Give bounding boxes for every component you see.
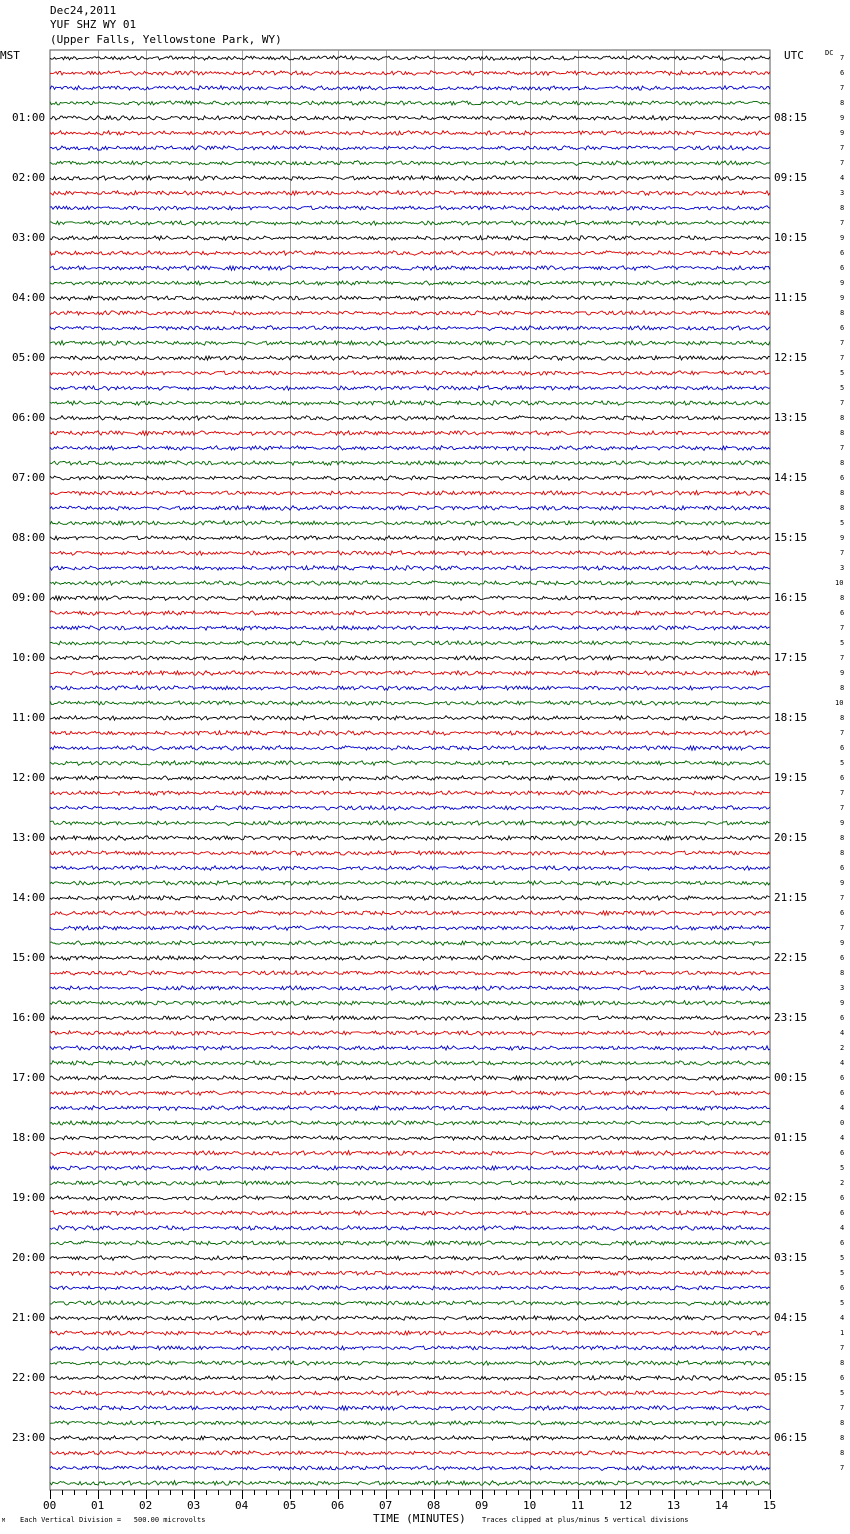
dc-offset-label: 5 bbox=[840, 1269, 845, 1277]
dc-offset-label: 8 bbox=[840, 99, 845, 107]
trace-line bbox=[50, 986, 770, 991]
trace-line bbox=[50, 131, 770, 135]
trace-line bbox=[50, 1106, 770, 1111]
dc-offset-label: 6 bbox=[840, 264, 845, 272]
trace-line bbox=[50, 341, 770, 346]
trace-line bbox=[50, 701, 770, 706]
trace-line bbox=[50, 1301, 770, 1306]
dc-offset-label: 6 bbox=[840, 1194, 845, 1202]
left-hour-label: 05:00 bbox=[12, 351, 46, 364]
x-tick-label: 11 bbox=[571, 1499, 585, 1512]
dc-offset-label: 9 bbox=[840, 669, 845, 677]
dc-offset-label: 8 bbox=[840, 1359, 845, 1367]
trace-line bbox=[50, 821, 770, 826]
left-hour-label: 08:00 bbox=[12, 531, 46, 544]
trace-line bbox=[50, 236, 770, 241]
dc-offset-label: 2 bbox=[840, 1179, 845, 1187]
left-hour-label: 19:00 bbox=[12, 1191, 46, 1204]
trace-line bbox=[50, 611, 770, 616]
dc-offset-label: 8 bbox=[840, 414, 845, 422]
trace-line bbox=[50, 536, 770, 541]
left-hour-label: 12:00 bbox=[12, 771, 46, 784]
trace-line bbox=[50, 551, 770, 556]
right-hour-label: 05:15 bbox=[774, 1371, 808, 1384]
trace-line bbox=[50, 1136, 770, 1141]
station-label: YUF SHZ WY 01 bbox=[50, 18, 137, 31]
trace-line bbox=[50, 1481, 770, 1486]
dc-offset-label: 6 bbox=[840, 744, 845, 752]
dc-offset-label: 8 bbox=[840, 489, 845, 497]
trace-line bbox=[50, 1241, 770, 1246]
x-tick-label: 00 bbox=[43, 1499, 57, 1512]
trace-line bbox=[50, 176, 770, 181]
left-hour-label: 14:00 bbox=[12, 891, 46, 904]
trace-line bbox=[50, 1466, 770, 1471]
dc-offset-label: 5 bbox=[840, 384, 845, 392]
trace-line bbox=[50, 476, 770, 480]
dc-offset-label: 9 bbox=[840, 294, 845, 302]
trace-line bbox=[50, 251, 770, 256]
trace-line bbox=[50, 311, 770, 315]
right-hour-label: 06:15 bbox=[774, 1431, 808, 1444]
right-hour-label: 22:15 bbox=[774, 951, 808, 964]
dc-offset-label: 9 bbox=[840, 234, 845, 242]
dc-offset-label: 5 bbox=[840, 639, 845, 647]
dc-offset-label: 7 bbox=[840, 144, 845, 152]
right-hour-label: 13:15 bbox=[774, 411, 808, 424]
dc-offset-label: 6 bbox=[840, 324, 845, 332]
left-hour-label: 01:00 bbox=[12, 111, 46, 124]
right-hour-label: 15:15 bbox=[774, 531, 808, 544]
dc-offset-label: 6 bbox=[840, 1284, 845, 1292]
dc-offset-label: 7 bbox=[840, 1344, 845, 1352]
x-tick-label: 06 bbox=[331, 1499, 345, 1512]
left-hour-label: 10:00 bbox=[12, 651, 46, 664]
trace-line bbox=[50, 206, 770, 210]
dc-offset-label: 6 bbox=[840, 1014, 845, 1022]
dc-offset-label: 8 bbox=[840, 684, 845, 692]
right-hour-label: 14:15 bbox=[774, 471, 808, 484]
dc-offset-label: 9 bbox=[840, 939, 845, 947]
dc-offset-label: 5 bbox=[840, 1299, 845, 1307]
right-hour-label: 21:15 bbox=[774, 891, 808, 904]
dc-offset-label: 7 bbox=[840, 1464, 845, 1472]
right-hour-label: 03:15 bbox=[774, 1251, 808, 1264]
trace-line bbox=[50, 1391, 770, 1396]
dc-offset-label: 5 bbox=[840, 369, 845, 377]
x-axis-title: TIME (MINUTES) bbox=[373, 1512, 466, 1525]
trace-line bbox=[50, 1286, 770, 1290]
dc-offset-label: 6 bbox=[840, 474, 845, 482]
trace-line bbox=[50, 686, 770, 691]
trace-line bbox=[50, 896, 770, 901]
dc-offset-label: 6 bbox=[840, 1089, 845, 1097]
left-timezone-label: MST bbox=[0, 49, 20, 62]
dc-offset-label: 8 bbox=[840, 1449, 845, 1457]
trace-line bbox=[50, 71, 770, 76]
trace-line bbox=[50, 506, 770, 511]
trace-line bbox=[50, 1346, 770, 1350]
dc-offset-label: 7 bbox=[840, 84, 845, 92]
dc-offset-label: 8 bbox=[840, 459, 845, 467]
left-hour-label: 23:00 bbox=[12, 1431, 46, 1444]
dc-offset-label: 4 bbox=[840, 174, 845, 182]
trace-rows bbox=[50, 56, 770, 1486]
dc-offset-label: 9 bbox=[840, 999, 845, 1007]
dc-offset-label: 8 bbox=[840, 204, 845, 212]
dc-offset-label: 3 bbox=[840, 564, 845, 572]
left-hour-label: 09:00 bbox=[12, 591, 46, 604]
trace-line bbox=[50, 1226, 770, 1231]
dc-offset-label: 3 bbox=[840, 984, 845, 992]
trace-line bbox=[50, 326, 770, 331]
dc-offset-label: 6 bbox=[840, 954, 845, 962]
trace-line bbox=[50, 371, 770, 375]
trace-line bbox=[50, 1121, 770, 1126]
dc-offset-label: 10 bbox=[835, 699, 844, 707]
dc-offset-label: 8 bbox=[840, 1434, 845, 1442]
trace-line bbox=[50, 716, 770, 721]
trace-line bbox=[50, 191, 770, 196]
scale-note: Each Vertical Division = 500.00 microvolts bbox=[20, 1516, 206, 1524]
dc-offset-label: 7 bbox=[840, 159, 845, 167]
dc-offset-label: 8 bbox=[840, 834, 845, 842]
trace-line bbox=[50, 1151, 770, 1156]
trace-line bbox=[50, 1001, 770, 1006]
left-hour-label: 13:00 bbox=[12, 831, 46, 844]
dc-offset-label: 8 bbox=[840, 849, 845, 857]
left-hour-label: 20:00 bbox=[12, 1251, 46, 1264]
trace-line bbox=[50, 431, 770, 436]
left-hour-label: 04:00 bbox=[12, 291, 46, 304]
trace-line bbox=[50, 296, 770, 301]
dc-offset-label: 7 bbox=[840, 444, 845, 452]
trace-line bbox=[50, 266, 770, 271]
trace-line bbox=[50, 116, 770, 121]
trace-line bbox=[50, 581, 770, 586]
dc-offset-label: 8 bbox=[840, 594, 845, 602]
trace-line bbox=[50, 1211, 770, 1216]
left-hour-label: 03:00 bbox=[12, 231, 46, 244]
dc-offset-label: 6 bbox=[840, 1074, 845, 1082]
trace-line bbox=[50, 641, 770, 645]
trace-line bbox=[50, 761, 770, 766]
x-tick-label: 13 bbox=[667, 1499, 681, 1512]
dc-offset-label: 4 bbox=[840, 1059, 845, 1067]
dc-offset-label: 7 bbox=[840, 804, 845, 812]
trace-line bbox=[50, 1076, 770, 1081]
trace-line bbox=[50, 461, 770, 466]
dc-offset-label: 5 bbox=[840, 519, 845, 527]
trace-line bbox=[50, 1256, 770, 1261]
trace-line bbox=[50, 446, 770, 451]
x-tick-label: 09 bbox=[475, 1499, 489, 1512]
trace-line bbox=[50, 941, 770, 946]
dc-offset-label: 6 bbox=[840, 69, 845, 77]
dc-offset-label: 6 bbox=[840, 774, 845, 782]
trace-line bbox=[50, 1376, 770, 1381]
right-hour-label: 18:15 bbox=[774, 711, 808, 724]
dc-offset-label: 8 bbox=[840, 714, 845, 722]
left-hour-label: 07:00 bbox=[12, 471, 46, 484]
left-hour-label: 17:00 bbox=[12, 1071, 46, 1084]
x-tick-label: 05 bbox=[283, 1499, 297, 1512]
trace-line bbox=[50, 911, 770, 916]
dc-offset-label: 6 bbox=[840, 1149, 845, 1157]
trace-line bbox=[50, 1031, 770, 1036]
trace-line bbox=[50, 956, 770, 961]
dc-offset-label: 4 bbox=[840, 1224, 845, 1232]
x-tick-label: 03 bbox=[187, 1499, 201, 1512]
right-hour-label: 20:15 bbox=[774, 831, 808, 844]
dc-offset-label: 8 bbox=[840, 1419, 845, 1427]
dc-offset-label: 5 bbox=[840, 1164, 845, 1172]
dc-header-label: DC bbox=[825, 49, 834, 57]
right-hour-label: 19:15 bbox=[774, 771, 808, 784]
x-tick-label: 07 bbox=[379, 1499, 393, 1512]
trace-line bbox=[50, 1166, 770, 1171]
dc-offset-label: 7 bbox=[840, 624, 845, 632]
trace-line bbox=[50, 86, 770, 91]
x-tick-label: 02 bbox=[139, 1499, 153, 1512]
dc-offset-label: 8 bbox=[840, 309, 845, 317]
trace-line bbox=[50, 1181, 770, 1185]
left-hour-label: 16:00 bbox=[12, 1011, 46, 1024]
trace-line bbox=[50, 881, 770, 886]
trace-line bbox=[50, 1196, 770, 1201]
corner-mark: M bbox=[2, 1518, 6, 1524]
trace-line bbox=[50, 1061, 770, 1066]
dc-offset-label: 8 bbox=[840, 429, 845, 437]
left-hour-label: 15:00 bbox=[12, 951, 46, 964]
trace-line bbox=[50, 1316, 770, 1321]
dc-offset-label: 5 bbox=[840, 1254, 845, 1262]
x-tick-label: 01 bbox=[91, 1499, 105, 1512]
left-hour-label: 21:00 bbox=[12, 1311, 46, 1324]
dc-offset-label: 4 bbox=[840, 1104, 845, 1112]
trace-line bbox=[50, 1271, 770, 1276]
trace-line bbox=[50, 401, 770, 406]
trace-line bbox=[50, 101, 770, 105]
dc-offset-label: 4 bbox=[840, 1134, 845, 1142]
clip-note: Traces clipped at plus/minus 5 vertical divisions bbox=[482, 1516, 689, 1524]
x-tick-label: 08 bbox=[427, 1499, 441, 1512]
dc-offset-label: 7 bbox=[840, 339, 845, 347]
right-hour-label: 16:15 bbox=[774, 591, 808, 604]
dc-offset-label: 7 bbox=[840, 729, 845, 737]
left-hour-label: 06:00 bbox=[12, 411, 46, 424]
dc-offset-label: 7 bbox=[840, 54, 845, 62]
dc-offset-label: 6 bbox=[840, 1239, 845, 1247]
trace-line bbox=[50, 1331, 770, 1336]
trace-line bbox=[50, 356, 770, 361]
right-timezone-label: UTC bbox=[784, 49, 804, 62]
trace-line bbox=[50, 1361, 770, 1366]
dc-offset-label: 7 bbox=[840, 399, 845, 407]
trace-line bbox=[50, 1406, 770, 1411]
right-hour-label: 10:15 bbox=[774, 231, 808, 244]
dc-offset-label: 9 bbox=[840, 534, 845, 542]
trace-line bbox=[50, 731, 770, 736]
trace-line bbox=[50, 776, 770, 781]
trace-line bbox=[50, 866, 770, 871]
dc-offset-label: 5 bbox=[840, 1389, 845, 1397]
trace-line bbox=[50, 1091, 770, 1096]
trace-line bbox=[50, 746, 770, 751]
dc-offset-label: 4 bbox=[840, 1029, 845, 1037]
dc-offset-label: 5 bbox=[840, 759, 845, 767]
x-tick-label: 04 bbox=[235, 1499, 249, 1512]
trace-line bbox=[50, 596, 770, 601]
left-hour-label: 11:00 bbox=[12, 711, 46, 724]
dc-offset-label: 7 bbox=[840, 789, 845, 797]
date-label: Dec24,2011 bbox=[50, 4, 117, 17]
trace-line bbox=[50, 1436, 770, 1441]
dc-offset-label: 6 bbox=[840, 909, 845, 917]
dc-offset-label: 10 bbox=[835, 579, 844, 587]
trace-line bbox=[50, 281, 770, 286]
left-hour-label: 18:00 bbox=[12, 1131, 46, 1144]
trace-line bbox=[50, 416, 770, 421]
dc-offset-label: 9 bbox=[840, 819, 845, 827]
right-hour-label: 17:15 bbox=[774, 651, 808, 664]
trace-line bbox=[50, 1421, 770, 1426]
dc-offset-label: 7 bbox=[840, 354, 845, 362]
trace-line bbox=[50, 971, 770, 976]
trace-line bbox=[50, 386, 770, 391]
dc-offset-label: 9 bbox=[840, 114, 845, 122]
trace-line bbox=[50, 926, 770, 931]
location-label: (Upper Falls, Yellowstone Park, WY) bbox=[50, 33, 282, 46]
trace-line bbox=[50, 671, 770, 676]
trace-line bbox=[50, 791, 770, 796]
dc-offset-label: 7 bbox=[840, 1404, 845, 1412]
trace-line bbox=[50, 806, 770, 811]
right-hour-label: 12:15 bbox=[774, 351, 808, 364]
dc-offset-label: 6 bbox=[840, 249, 845, 257]
dc-offset-label: 4 bbox=[840, 1314, 845, 1322]
left-hour-label: 02:00 bbox=[12, 171, 46, 184]
dc-offset-label: 6 bbox=[840, 1209, 845, 1217]
dc-offset-label: 3 bbox=[840, 189, 845, 197]
trace-line bbox=[50, 1016, 770, 1020]
dc-offset-label: 8 bbox=[840, 969, 845, 977]
dc-offset-label: 6 bbox=[840, 609, 845, 617]
left-hour-label: 22:00 bbox=[12, 1371, 46, 1384]
dc-offset-label: 6 bbox=[840, 1374, 845, 1382]
right-hour-label: 23:15 bbox=[774, 1011, 808, 1024]
x-tick-label: 10 bbox=[523, 1499, 537, 1512]
trace-line bbox=[50, 1451, 770, 1455]
time-axis bbox=[51, 1490, 771, 1499]
trace-line bbox=[50, 491, 770, 496]
x-tick-label: 14 bbox=[715, 1499, 729, 1512]
trace-line bbox=[50, 656, 770, 661]
right-hour-label: 01:15 bbox=[774, 1131, 808, 1144]
dc-offset-label: 9 bbox=[840, 129, 845, 137]
trace-line bbox=[50, 1046, 770, 1051]
dc-offset-label: 0 bbox=[840, 1119, 845, 1127]
dc-offset-label: 2 bbox=[840, 1044, 845, 1052]
trace-line bbox=[50, 836, 770, 841]
dc-offset-label: 9 bbox=[840, 879, 845, 887]
trace-line bbox=[50, 521, 770, 526]
dc-offset-label: 7 bbox=[840, 924, 845, 932]
dc-offset-label: 6 bbox=[840, 864, 845, 872]
dc-offset-label: 7 bbox=[840, 549, 845, 557]
dc-offset-label: 7 bbox=[840, 654, 845, 662]
trace-line bbox=[50, 851, 770, 856]
dc-offset-label: 9 bbox=[840, 279, 845, 287]
dc-offset-label: 7 bbox=[840, 219, 845, 227]
dc-offset-label: 7 bbox=[840, 894, 845, 902]
right-hour-label: 08:15 bbox=[774, 111, 808, 124]
right-hour-label: 04:15 bbox=[774, 1311, 808, 1324]
right-hour-label: 09:15 bbox=[774, 171, 808, 184]
trace-line bbox=[50, 221, 770, 226]
trace-line bbox=[50, 146, 770, 151]
dc-offset-label: 8 bbox=[840, 504, 845, 512]
trace-line bbox=[50, 566, 770, 571]
trace-line bbox=[50, 626, 770, 631]
right-hour-label: 11:15 bbox=[774, 291, 808, 304]
trace-line bbox=[50, 161, 770, 166]
dc-offset-label: 1 bbox=[840, 1329, 845, 1337]
x-tick-label: 15 bbox=[763, 1499, 777, 1512]
right-hour-label: 00:15 bbox=[774, 1071, 808, 1084]
right-hour-label: 02:15 bbox=[774, 1191, 808, 1204]
x-tick-label: 12 bbox=[619, 1499, 633, 1512]
trace-line bbox=[50, 56, 770, 61]
